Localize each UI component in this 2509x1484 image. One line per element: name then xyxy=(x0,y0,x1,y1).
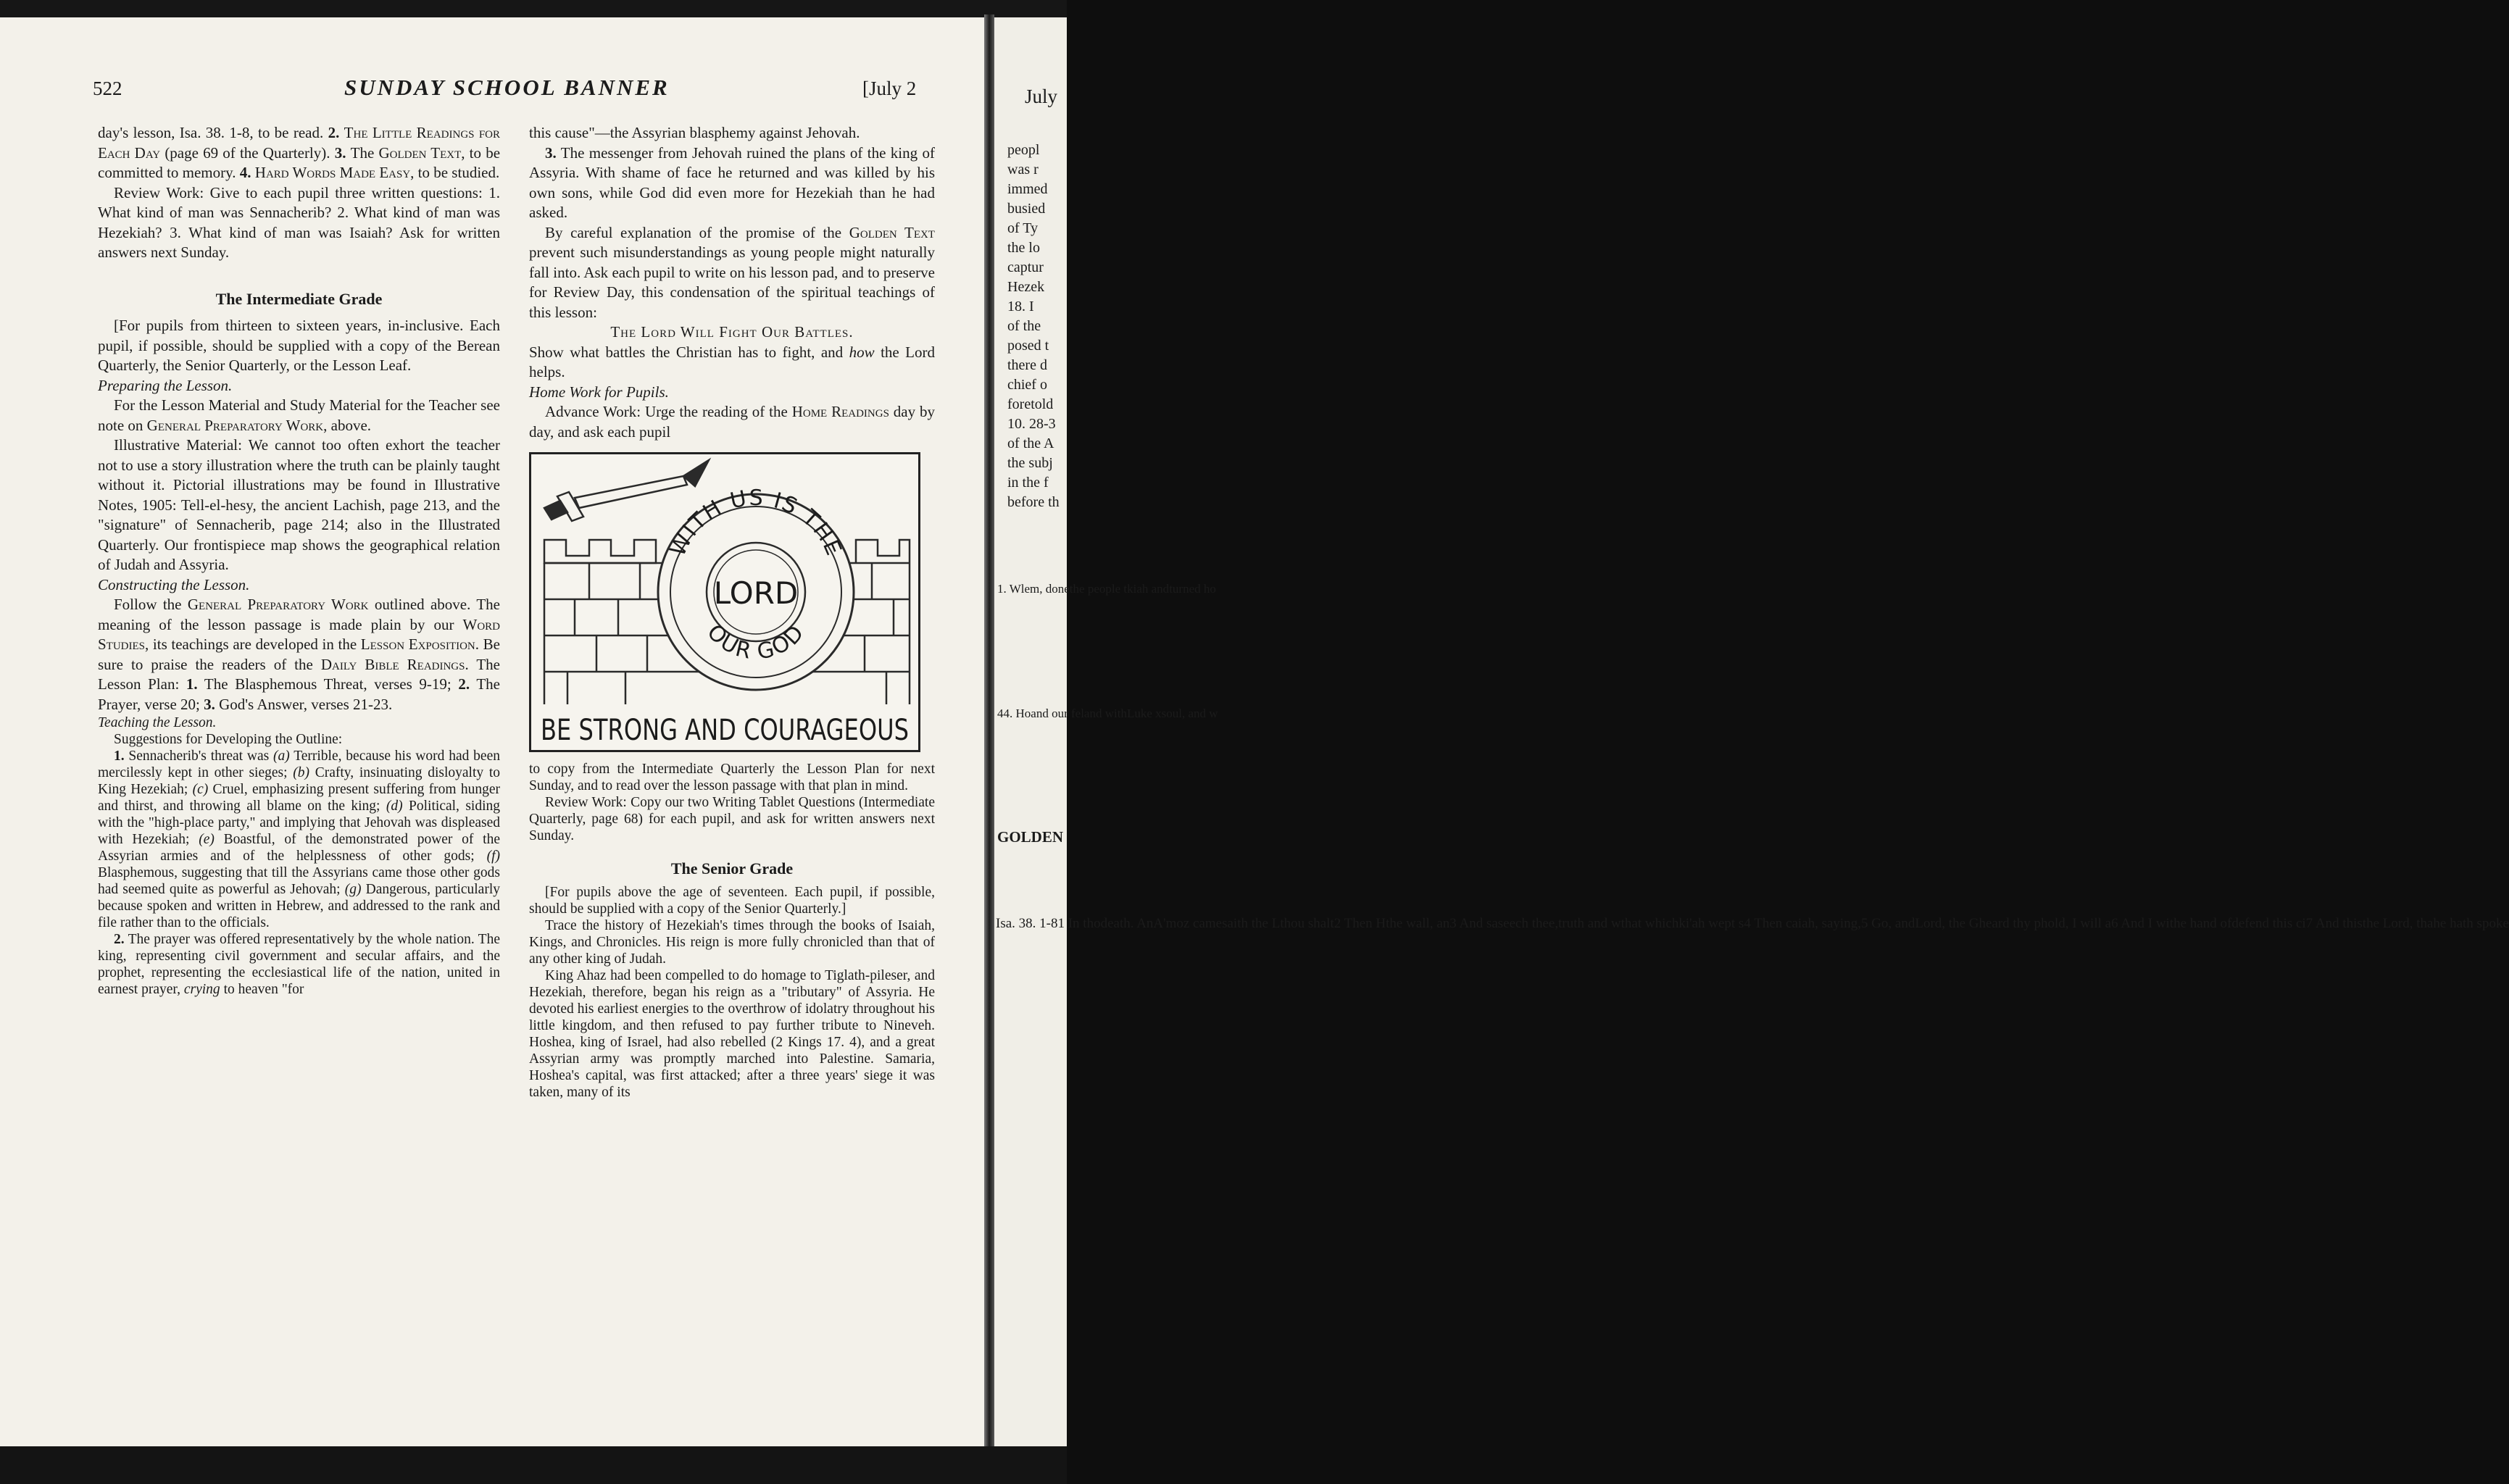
text-run: (c) xyxy=(192,782,209,797)
text-run: 2. xyxy=(328,124,344,141)
senior-grade-heading: The Senior Grade xyxy=(670,859,794,878)
text-run: Terrible, because his word had been mercilessly kept in other sieges; xyxy=(98,749,500,780)
paragraph-review-work: Review Work: Give to each pupil three written questions: 1. What kind of man was Sennacherib? 2. What kind of man was Hezekiah? 3. What kind of man was Isaiah? Ask for written answers next Sunday. xyxy=(98,183,500,261)
left-column xyxy=(98,123,500,998)
text-run: the Lord helps. xyxy=(529,343,935,380)
text-line: there d xyxy=(1007,357,1047,373)
text-line: thou shalt xyxy=(1280,916,1334,931)
intermediate-grade-heading: The Intermediate Grade xyxy=(215,289,383,308)
text-line: ki'ah wept s xyxy=(1678,916,1744,931)
text-line: 10. 28-3 xyxy=(1007,416,1056,432)
text-line: the wall, an xyxy=(1386,916,1450,931)
page-number: 522 xyxy=(93,78,122,99)
text-run: 1. xyxy=(186,675,198,693)
text-line: foretold xyxy=(1007,396,1054,412)
paragraph-point-1 xyxy=(98,748,500,931)
text-line: A'moz came xyxy=(1153,916,1223,931)
text-line: he hath spoke xyxy=(2433,916,2509,931)
right-page-lines-mid xyxy=(997,581,1216,596)
text-run: to heaven "for xyxy=(220,982,304,997)
text-line: of the xyxy=(1007,318,1041,334)
text-run: (page 69 of the Quarterly). xyxy=(160,143,335,162)
paragraph-point-3 xyxy=(529,143,935,223)
sword-drawing xyxy=(544,460,709,521)
right-page-golden-heading: GOLDEN xyxy=(997,828,1064,846)
text-line: busied xyxy=(1007,201,1046,217)
text-run: The prayer was offered representatively by the whole nation. The king, representing civil government and secular affairs, and the prophet, representing the ecclesiastical life of the nation, united in earnest prayer, xyxy=(98,932,500,997)
text-run: Sennacherib's threat was xyxy=(124,749,273,764)
text-line: defend this ci xyxy=(2231,916,2306,931)
text-run: Advance Work: Urge the reading of the xyxy=(545,403,792,420)
condensation-line: The Lord Will Fight Our Battles. xyxy=(610,323,854,341)
text-run: how xyxy=(849,343,875,361)
text-line: 2 Then H xyxy=(1333,916,1386,931)
text-run: day by day, and ask each pupil xyxy=(529,403,935,441)
text-line: chief o xyxy=(1007,377,1047,393)
text-line: the Lord, tha xyxy=(2362,916,2434,931)
paragraph-illustrative: Illustrative Material: We cannot too often exhort the teacher not to use a story illustration where the truth can be plainly taught without it. Pictorial illustrations may be found in Illustrative Notes, 1905: Tell-el-hesy, the ancient Lachish, page 213, and the "signature" of Sennacherib, page 214; also in the Illustrated Quarterly. Our frontispiece map shows the geographical relation of Judah and Assyria. xyxy=(98,436,500,573)
text-run: . Be sure to praise the readers of the xyxy=(98,635,500,673)
text-run: God's Answer, verses 21-23. xyxy=(215,695,393,713)
senior-grade-note: [For pupils above the age of seventeen. Each pupil, if possible, should be supplied with a copy of the Senior Quarterly.] xyxy=(529,885,935,917)
text-line: immed xyxy=(1007,181,1048,197)
text-run: The Little Readings for Each Day xyxy=(98,124,501,162)
text-line: and with xyxy=(1083,706,1127,720)
text-run: By careful explanation of the promise of the xyxy=(545,223,849,241)
text-run: Show what battles the Christian has to fight, and xyxy=(529,343,849,361)
text-line: soul, and w xyxy=(1161,706,1218,720)
text-line: of Ty xyxy=(1007,220,1039,236)
text-run: 1. xyxy=(114,749,125,764)
text-run: For the Lesson Material and Study Material for the Teacher see note on xyxy=(98,396,500,434)
shield-bottom-arc-text: OUR GOD xyxy=(702,620,810,665)
paragraph-copy-plan: to copy from the Intermediate Quarterly the Lesson Plan for next Sunday, and to read over the lesson passage with that plan in mind. xyxy=(529,762,935,793)
constructing-heading: Constructing the Lesson. xyxy=(98,575,250,593)
right-page-lines-top xyxy=(1007,141,1060,512)
right-dense-section xyxy=(529,761,935,1101)
intermediate-grade-note: [For pupils from thirteen to sixteen years, in-inclusive. Each pupil, if possible, should be supplied with a copy of the Berean Quarterly, the Senior Quarterly, or the Lesson Leaf. xyxy=(98,317,500,374)
text-run: The messenger from Jehovah ruined the plans of the king of Assyria. With shame of face he returned and was killed by his own sons, while God did even more for Hezekiah than he had asked. xyxy=(529,143,935,221)
paragraph-king-ahaz: King Ahaz had been compelled to do homage to Tiglath-pileser, and Hezekiah, therefore, began his reign as a "tributary" of Assyria. He devoted his earliest energies to the overthrow of idolatry throughout his little kingdom, and then refused to pay further tribute to Nineveh. Hoshea, king of Israel, had also rebelled (2 Kings 17. 4), and a great Assyrian army was promptly marched into Palestine. Samaria, Hoshea's capital, was first attacked; after a three years' siege it was taken, many of its xyxy=(529,968,935,1100)
home-work-heading: Home Work for Pupils. xyxy=(529,383,669,401)
text-line: hold, I will a xyxy=(2040,916,2112,931)
text-line: 4 Then ca xyxy=(1744,916,1798,931)
text-run: outlined above. The meaning of the lesson passage is made plain by our xyxy=(98,596,500,633)
paragraph-trace-history: Trace the history of Hezekiah's times through the books of Isaiah, Kings, and Chronicles. His reign is more fully chronicled than that of any other king of Judah. xyxy=(529,918,935,967)
text-run: (g) xyxy=(344,882,362,897)
paragraph-golden-text xyxy=(529,223,935,323)
paragraph-review-writing: Review Work: Copy our two Writing Tablet Questions (Intermediate Quarterly, page 68) for each pupil, and ask for written answers next Sunday. xyxy=(529,795,935,843)
right-page-running-head: July xyxy=(1025,86,1058,107)
text-run: 3. xyxy=(334,143,351,162)
book-gutter xyxy=(984,14,994,1449)
text-run: day's lesson, Isa. 38. 1-8, to be read. xyxy=(98,124,328,141)
text-line: posed t xyxy=(1007,338,1049,354)
text-run: General Preparatory Work xyxy=(187,596,369,613)
text-line: seech thee, xyxy=(1497,916,1559,931)
teaching-heading: Teaching the Lesson. xyxy=(98,715,217,730)
text-run: (e) xyxy=(199,832,215,847)
text-run: Word Studies xyxy=(98,615,500,653)
text-line: in the f xyxy=(1007,475,1049,491)
text-line: 18. I xyxy=(1007,299,1034,314)
text-line: peopl xyxy=(1007,142,1040,158)
text-line: 1. W xyxy=(997,582,1021,596)
text-line: 7 And this xyxy=(2305,916,2363,931)
text-line: Lord, the G xyxy=(1915,916,1979,931)
text-run: Daily Bible Readings xyxy=(320,655,465,673)
text-run: Cruel, emphasizing present suffering from hunger and thirst, and throwing all blame on the king; xyxy=(98,782,500,814)
text-line: 44. Ho xyxy=(997,706,1031,720)
text-run: Blasphemous, suggesting that till the Assyrians came those other gods had seemed quite as powerful as Jehovah; xyxy=(98,865,500,897)
paragraph-constructing xyxy=(98,595,500,714)
text-run: Crafty, insinuating disloyalty to King Hezekiah; xyxy=(98,765,501,797)
text-run: (f) xyxy=(486,849,500,864)
page-header xyxy=(0,69,984,105)
scan-border-bottom xyxy=(0,1446,1067,1484)
text-run: Golden Text xyxy=(849,223,935,241)
text-line: kiah and xyxy=(1127,582,1170,596)
text-line: was r xyxy=(1007,162,1039,178)
text-run: 2. xyxy=(114,932,125,947)
text-run: , to be studied. xyxy=(410,164,500,181)
text-run: (a) xyxy=(273,749,290,764)
text-run: The Blasphemous Threat, verses 9-19; xyxy=(197,675,459,693)
text-line: 1 In tho xyxy=(1057,916,1101,931)
text-line: truth and w xyxy=(1558,916,1621,931)
text-line: that which xyxy=(1620,916,1679,931)
text-line: of the A xyxy=(1007,435,1054,451)
text-run: The Prayer, verse 20; xyxy=(98,675,500,713)
text-run: , above. xyxy=(323,416,372,434)
text-line: Isa. 38. 1-8 xyxy=(996,916,1058,931)
text-run: 2. xyxy=(458,675,470,693)
right-page xyxy=(994,17,2509,1449)
text-line: turned ho xyxy=(1169,582,1216,596)
right-page-lines-mid2 xyxy=(997,706,1218,721)
text-run: The xyxy=(350,143,379,162)
suggestions-line: Suggestions for Developing the Outline: xyxy=(114,732,343,747)
text-line: the subj xyxy=(1007,455,1053,471)
shield-center-text: LORD xyxy=(713,575,799,611)
preparing-heading: Preparing the Lesson. xyxy=(98,376,233,394)
paragraph-preparing xyxy=(98,396,500,435)
text-line: saith the L xyxy=(1222,916,1281,931)
right-page-lines-bottom xyxy=(996,916,2509,932)
lord-shield-illustration xyxy=(529,452,920,752)
text-line: 5 Go, and xyxy=(1860,916,1915,931)
shield-top-arc-text: WITH US IS THE xyxy=(665,485,847,561)
paragraph-point-2 xyxy=(98,931,500,998)
text-run: Lesson Exposition xyxy=(360,635,475,653)
text-run: , its teachings are developed in the xyxy=(145,635,361,653)
text-line: before th xyxy=(1007,494,1060,510)
paragraph-lesson-steps xyxy=(98,123,500,183)
text-run: Dangerous, particularly because spoken and written in Hebrew, and addressed to the rank and file rather than to the officials. xyxy=(98,882,500,930)
text-line: 6 And I wi xyxy=(2111,916,2170,931)
text-run: Hard Words Made Easy xyxy=(254,164,411,181)
text-line: captur xyxy=(1007,259,1044,275)
text-line: 3 And sa xyxy=(1449,916,1498,931)
text-line: the lo xyxy=(1007,240,1040,256)
paragraph-battles xyxy=(529,343,935,383)
text-line: death. An xyxy=(1100,916,1154,931)
text-run: prevent such misunderstandings as young people might naturally fall into. Ask each pupil to write on his lesson pad, and to preserve for Review Day, this condensation of the spiritual teachings of this lesson: xyxy=(529,243,935,321)
text-run: 4. xyxy=(239,164,255,181)
paragraph-advance-work xyxy=(529,402,935,442)
teaching-section xyxy=(98,714,500,998)
paragraph-cause: this cause"—the Assyrian blasphemy against Jehovah. xyxy=(529,124,860,141)
text-run: 3. xyxy=(204,695,215,713)
text-run: crying xyxy=(183,982,220,997)
text-line: Hezek xyxy=(1007,279,1045,295)
text-run: Political, siding with the "high-place party," and implying that Jehovah was displeased with Hezekiah; xyxy=(98,799,500,847)
text-line: the hand of xyxy=(2169,916,2232,931)
text-line: lem, done xyxy=(1020,582,1070,596)
running-date: [July 2 xyxy=(862,78,917,99)
banner-text: BE STRONG AND COURAGEOUS xyxy=(541,714,909,747)
text-line: and our fel xyxy=(1031,706,1084,720)
text-run: Home Readings xyxy=(791,403,889,420)
text-run: Golden Text xyxy=(378,143,462,162)
text-run: Follow the xyxy=(114,596,188,613)
right-column xyxy=(529,123,935,1101)
text-line: iah, saying, xyxy=(1797,916,1861,931)
text-line: heard thy p xyxy=(1979,916,2041,931)
text-run: 3. xyxy=(545,143,557,162)
text-run: . The Lesson Plan: xyxy=(98,655,500,693)
running-title: SUNDAY SCHOOL BANNER xyxy=(344,75,670,100)
text-run: General Preparatory Work xyxy=(146,416,324,434)
text-line: the people t xyxy=(1069,582,1128,596)
text-run: (d) xyxy=(386,799,403,814)
text-run: Boastful, of the demonstrated power of the Assyrian armies and of the helplessness of other gods; xyxy=(98,832,500,864)
text-run: (b) xyxy=(293,765,309,780)
text-run: , to be committed to memory. xyxy=(98,143,501,181)
text-line: Luke x xyxy=(1126,706,1162,720)
